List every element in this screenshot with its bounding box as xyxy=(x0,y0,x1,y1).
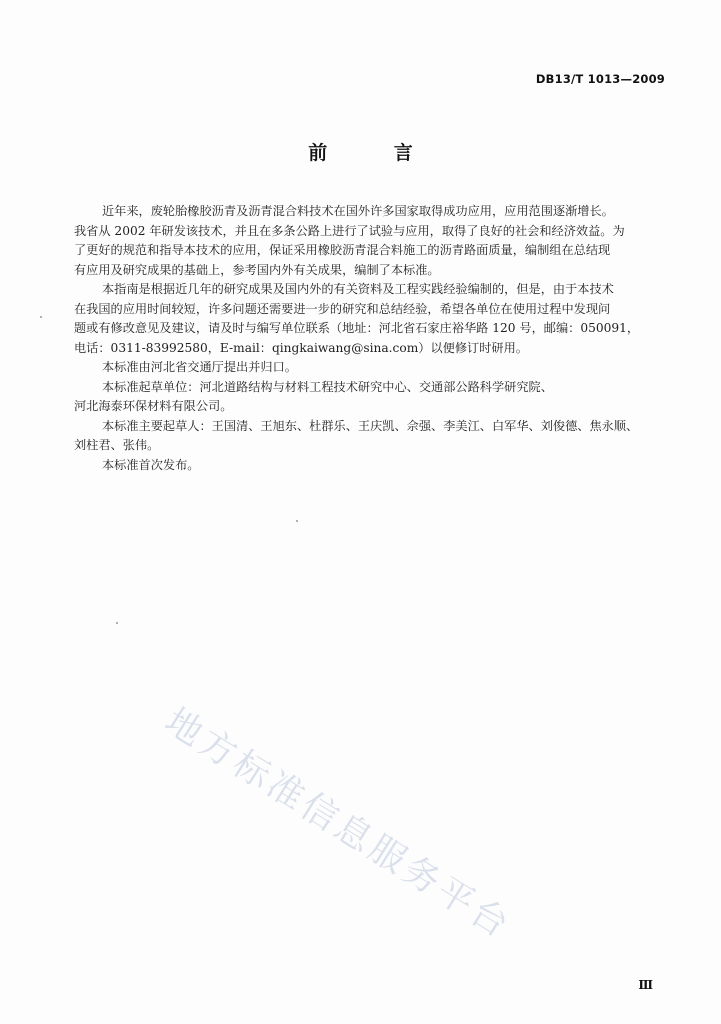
text-line: 刘柱君、张伟。 xyxy=(74,438,160,452)
watermark: 地方标准信息服务平台 xyxy=(157,700,519,948)
paragraph-4 xyxy=(74,378,663,417)
text-line: 近年来，废轮胎橡胶沥青及沥青混合料技术在国外许多国家取得成功应用，应用范围逐渐增长。 xyxy=(102,204,614,218)
page-number: Ⅲ xyxy=(638,978,653,992)
scan-speck xyxy=(116,622,118,624)
text-line: 在我国的应用时间较短，许多问题还需要进一步的研究和总结经验，希望各单位在使用过程中发现问 xyxy=(74,301,611,316)
text-line: 我省从 2002 年研发该技术，并且在多条公路上进行了试验与应用，取得了良好的社会和经济效益。为 xyxy=(74,223,625,238)
text-line: 本指南是根据近几年的研究成果及国内外的有关资料及工程实践经验编制的，但是，由于本技术 xyxy=(102,282,614,296)
text-line: 本标准主要起草人：王国清、王旭东、杜群乐、王庆凯、佘强、李美江、白军华、刘俊德、焦永顺、 xyxy=(102,418,639,433)
text-line: 题或有修改意见及建议，请及时与编写单位联系（地址：河北省石家庄裕华路 120 号，邮编：050091， xyxy=(74,321,640,335)
text-line: 电话：0311-83992580，E-mail：qingkaiwang@sina.com）以便修订时研用。 xyxy=(74,340,528,355)
text-line: 了更好的规范和指导本技术的应用，保证采用橡胶沥青混合料施工的沥青路面质量，编制组在总结现 xyxy=(74,243,611,257)
scan-speck xyxy=(296,520,298,522)
text-line: 有应用及研究成果的基础上，参考国内外有关成果，编制了本标准。 xyxy=(74,262,440,277)
paragraph-3 xyxy=(102,358,663,378)
paragraph-1 xyxy=(74,202,663,280)
document-code: DB13/T 1013—2009 xyxy=(535,72,665,86)
page-title: 前 言 xyxy=(308,142,443,164)
scan-speck xyxy=(40,316,42,318)
paragraph-2 xyxy=(74,280,663,358)
text-line: 本标准由河北省交通厅提出并归口。 xyxy=(102,360,297,374)
preface-body xyxy=(74,202,663,475)
text-line: 河北海泰环保材料有限公司。 xyxy=(74,399,233,413)
text-line: 本标准首次发布。 xyxy=(102,457,200,472)
paragraph-5 xyxy=(74,417,663,456)
paragraph-6 xyxy=(102,456,663,476)
text-line: 本标准起草单位：河北道路结构与材料工程技术研究中心、交通部公路科学研究院、 xyxy=(102,379,553,394)
